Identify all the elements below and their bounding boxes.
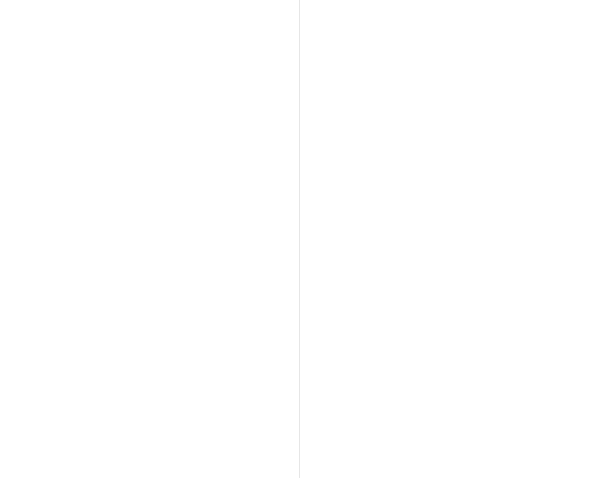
right-page <box>300 0 600 478</box>
